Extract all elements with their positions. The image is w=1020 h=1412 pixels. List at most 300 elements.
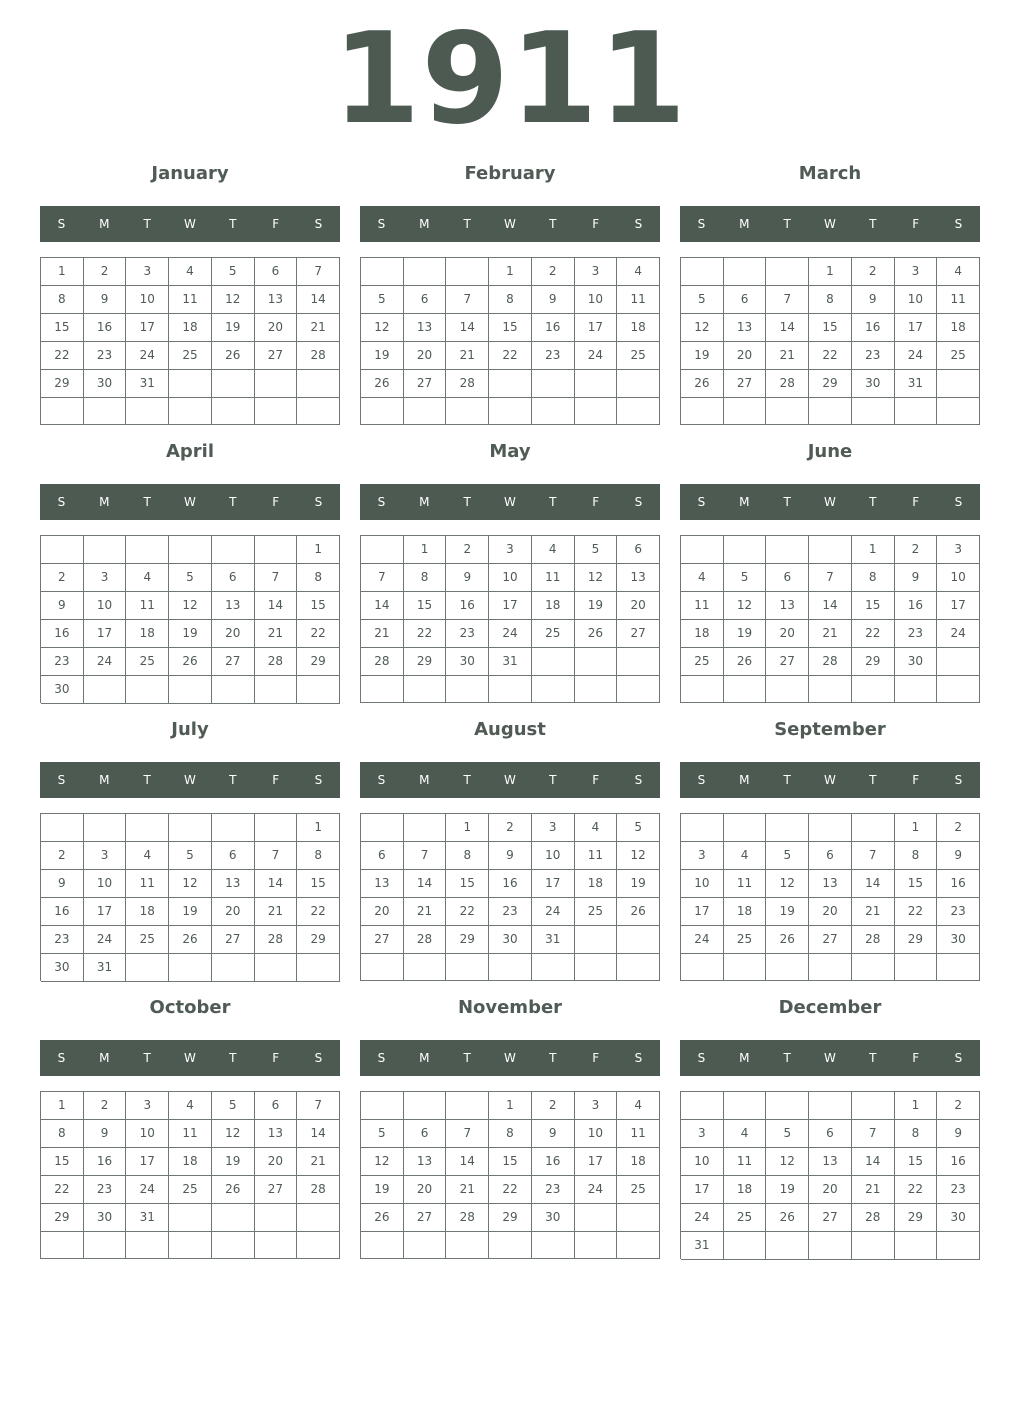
day-cell: 9 (84, 286, 127, 314)
empty-day-cell (575, 370, 618, 398)
weekday-label: T (229, 217, 237, 231)
day-cell: 26 (361, 1204, 404, 1232)
day-cell: 24 (575, 1176, 618, 1204)
day-cell: 22 (489, 1176, 532, 1204)
day-cell: 5 (169, 564, 212, 592)
weekday-label: F (592, 773, 600, 787)
day-cell: 23 (489, 898, 532, 926)
day-cell: 24 (895, 342, 938, 370)
day-cell: 27 (724, 370, 767, 398)
empty-day-cell (169, 398, 212, 425)
day-cell: 2 (489, 814, 532, 842)
day-grid (360, 257, 660, 425)
day-cell: 10 (575, 286, 618, 314)
weekday-label: S (954, 217, 963, 231)
day-cell: 20 (766, 620, 809, 648)
empty-day-cell (766, 1092, 809, 1120)
day-cell: 15 (852, 592, 895, 620)
day-cell: 6 (404, 286, 447, 314)
day-cell: 21 (852, 898, 895, 926)
weekday-label: F (592, 1051, 600, 1065)
weekday-label: S (57, 495, 66, 509)
day-cell: 5 (361, 1120, 404, 1148)
weekday-label: M (419, 773, 430, 787)
day-cell: 17 (681, 898, 724, 926)
day-cell: 21 (255, 898, 298, 926)
weekday-label: T (549, 773, 557, 787)
day-cell: 12 (766, 870, 809, 898)
weekday-label: T (549, 1051, 557, 1065)
day-cell: 28 (852, 926, 895, 954)
weekday-label: W (824, 1051, 836, 1065)
empty-day-cell (126, 814, 169, 842)
day-cell: 20 (255, 314, 298, 342)
empty-day-cell (255, 1232, 298, 1259)
day-cell: 21 (255, 620, 298, 648)
day-cell: 18 (724, 1176, 767, 1204)
day-cell: 8 (446, 842, 489, 870)
empty-day-cell (681, 814, 724, 842)
day-cell: 28 (446, 370, 489, 398)
day-cell: 12 (766, 1148, 809, 1176)
weekday-label: M (419, 217, 430, 231)
day-cell: 2 (41, 564, 84, 592)
empty-day-cell (255, 676, 298, 704)
day-cell: 28 (852, 1204, 895, 1232)
day-cell: 11 (575, 842, 618, 870)
day-cell: 21 (297, 314, 340, 342)
day-cell: 16 (532, 314, 575, 342)
day-cell: 26 (212, 1176, 255, 1204)
empty-day-cell (852, 954, 895, 981)
day-cell: 29 (809, 370, 852, 398)
weekday-label: T (143, 495, 151, 509)
weekday-label: W (184, 773, 196, 787)
day-cell: 30 (84, 370, 127, 398)
day-cell: 20 (404, 342, 447, 370)
day-cell: 7 (852, 1120, 895, 1148)
day-cell: 8 (895, 842, 938, 870)
month-name: October (149, 997, 231, 1018)
day-cell: 29 (41, 370, 84, 398)
weekday-label: S (377, 1051, 386, 1065)
year-title: 1911 (332, 5, 688, 152)
day-cell: 24 (681, 926, 724, 954)
day-cell: 18 (617, 1148, 660, 1176)
empty-day-cell (84, 536, 127, 564)
day-cell: 11 (724, 1148, 767, 1176)
day-cell: 29 (895, 1204, 938, 1232)
empty-day-cell (809, 1092, 852, 1120)
day-cell: 28 (446, 1204, 489, 1232)
empty-day-cell (852, 1232, 895, 1260)
day-cell: 20 (617, 592, 660, 620)
weekday-label: S (954, 1051, 963, 1065)
empty-day-cell (297, 370, 340, 398)
day-cell: 10 (126, 286, 169, 314)
day-cell: 14 (297, 1120, 340, 1148)
day-cell: 12 (212, 286, 255, 314)
day-cell: 11 (126, 592, 169, 620)
day-grid (360, 1091, 660, 1259)
day-cell: 10 (532, 842, 575, 870)
day-cell: 7 (297, 1092, 340, 1120)
weekday-label: S (377, 495, 386, 509)
day-cell: 10 (937, 564, 980, 592)
empty-day-cell (766, 814, 809, 842)
day-cell: 28 (361, 648, 404, 676)
empty-day-cell (937, 648, 980, 676)
weekday-label: T (549, 495, 557, 509)
day-cell: 7 (446, 286, 489, 314)
day-cell: 31 (895, 370, 938, 398)
empty-day-cell (446, 1092, 489, 1120)
weekday-label: M (739, 217, 750, 231)
weekday-label: F (272, 495, 280, 509)
day-cell: 27 (809, 926, 852, 954)
weekday-label: T (463, 217, 471, 231)
month-name: November (457, 997, 563, 1018)
day-cell: 22 (404, 620, 447, 648)
empty-day-cell (126, 398, 169, 425)
day-cell: 13 (361, 870, 404, 898)
day-cell: 25 (937, 342, 980, 370)
weekday-label: T (463, 773, 471, 787)
empty-day-cell (766, 258, 809, 286)
weekday-header (680, 206, 980, 242)
day-cell: 5 (575, 536, 618, 564)
month-name: February (464, 163, 556, 184)
weekday-label: T (143, 1051, 151, 1065)
day-cell: 8 (852, 564, 895, 592)
day-cell: 18 (575, 870, 618, 898)
day-cell: 18 (937, 314, 980, 342)
empty-day-cell (937, 1232, 980, 1260)
empty-day-cell (724, 814, 767, 842)
day-cell: 23 (446, 620, 489, 648)
weekday-label: W (184, 217, 196, 231)
day-cell: 14 (446, 1148, 489, 1176)
empty-day-cell (126, 954, 169, 982)
empty-day-cell (532, 676, 575, 703)
day-cell: 12 (212, 1120, 255, 1148)
empty-day-cell (937, 954, 980, 981)
day-cell: 28 (766, 370, 809, 398)
weekday-label: S (697, 495, 706, 509)
empty-day-cell (532, 370, 575, 398)
day-cell: 18 (169, 314, 212, 342)
day-cell: 5 (169, 842, 212, 870)
day-cell: 5 (361, 286, 404, 314)
empty-day-cell (84, 676, 127, 704)
day-cell: 25 (126, 926, 169, 954)
day-cell: 6 (255, 1092, 298, 1120)
day-cell: 23 (41, 926, 84, 954)
day-cell: 5 (212, 258, 255, 286)
day-cell: 21 (446, 342, 489, 370)
day-cell: 20 (255, 1148, 298, 1176)
empty-day-cell (809, 676, 852, 703)
day-cell: 31 (681, 1232, 724, 1260)
day-grid (40, 1091, 340, 1259)
day-cell: 29 (41, 1204, 84, 1232)
empty-day-cell (446, 398, 489, 425)
day-cell: 6 (809, 1120, 852, 1148)
weekday-label: T (143, 773, 151, 787)
day-cell: 6 (255, 258, 298, 286)
day-cell: 15 (895, 870, 938, 898)
month-name: September (774, 719, 886, 740)
day-cell: 23 (532, 1176, 575, 1204)
day-cell: 16 (895, 592, 938, 620)
day-cell: 17 (84, 620, 127, 648)
day-grid (680, 1091, 980, 1259)
day-cell: 20 (809, 898, 852, 926)
day-cell: 3 (681, 1120, 724, 1148)
empty-day-cell (297, 676, 340, 704)
day-cell: 9 (532, 1120, 575, 1148)
day-cell: 24 (575, 342, 618, 370)
day-cell: 4 (617, 258, 660, 286)
day-cell: 9 (895, 564, 938, 592)
day-cell: 15 (41, 314, 84, 342)
day-cell: 21 (297, 1148, 340, 1176)
empty-day-cell (361, 814, 404, 842)
day-cell: 13 (255, 286, 298, 314)
day-cell: 17 (84, 898, 127, 926)
empty-day-cell (766, 954, 809, 981)
day-cell: 22 (489, 342, 532, 370)
day-cell: 13 (404, 1148, 447, 1176)
day-cell: 16 (937, 1148, 980, 1176)
day-cell: 24 (126, 342, 169, 370)
day-cell: 24 (84, 926, 127, 954)
day-cell: 16 (852, 314, 895, 342)
day-cell: 25 (126, 648, 169, 676)
weekday-label: S (634, 495, 643, 509)
weekday-label: F (592, 217, 600, 231)
empty-day-cell (297, 398, 340, 425)
empty-day-cell (895, 676, 938, 703)
day-cell: 22 (446, 898, 489, 926)
day-cell: 10 (84, 592, 127, 620)
empty-day-cell (809, 814, 852, 842)
day-grid (680, 535, 980, 703)
day-cell: 10 (681, 1148, 724, 1176)
empty-day-cell (852, 676, 895, 703)
empty-day-cell (404, 1232, 447, 1259)
empty-day-cell (212, 370, 255, 398)
day-cell: 4 (169, 1092, 212, 1120)
empty-day-cell (809, 398, 852, 425)
day-cell: 21 (404, 898, 447, 926)
day-cell: 25 (724, 1204, 767, 1232)
day-cell: 6 (724, 286, 767, 314)
empty-day-cell (255, 814, 298, 842)
empty-day-cell (724, 1092, 767, 1120)
weekday-label: T (783, 217, 791, 231)
day-cell: 20 (724, 342, 767, 370)
empty-day-cell (404, 258, 447, 286)
day-cell: 29 (446, 926, 489, 954)
empty-day-cell (724, 954, 767, 981)
day-cell: 4 (532, 536, 575, 564)
day-cell: 1 (41, 1092, 84, 1120)
day-cell: 11 (126, 870, 169, 898)
day-cell: 17 (489, 592, 532, 620)
day-cell: 23 (937, 1176, 980, 1204)
day-cell: 11 (724, 870, 767, 898)
empty-day-cell (169, 1204, 212, 1232)
day-cell: 3 (126, 1092, 169, 1120)
empty-day-cell (724, 398, 767, 425)
day-cell: 14 (361, 592, 404, 620)
weekday-label: S (697, 773, 706, 787)
day-cell: 2 (937, 1092, 980, 1120)
day-cell: 7 (809, 564, 852, 592)
empty-day-cell (212, 1232, 255, 1259)
day-cell: 4 (126, 564, 169, 592)
day-cell: 4 (681, 564, 724, 592)
weekday-label: S (57, 217, 66, 231)
weekday-label: S (57, 773, 66, 787)
day-cell: 12 (361, 314, 404, 342)
day-cell: 19 (681, 342, 724, 370)
day-cell: 14 (809, 592, 852, 620)
day-cell: 27 (212, 648, 255, 676)
day-cell: 18 (617, 314, 660, 342)
day-cell: 19 (361, 342, 404, 370)
day-cell: 19 (724, 620, 767, 648)
day-cell: 3 (532, 814, 575, 842)
day-cell: 5 (766, 1120, 809, 1148)
day-cell: 4 (617, 1092, 660, 1120)
day-cell: 31 (126, 370, 169, 398)
day-cell: 31 (489, 648, 532, 676)
empty-day-cell (852, 398, 895, 425)
day-cell: 16 (937, 870, 980, 898)
empty-day-cell (361, 258, 404, 286)
day-cell: 11 (617, 1120, 660, 1148)
month-name: April (165, 441, 215, 462)
weekday-label: W (824, 773, 836, 787)
day-cell: 25 (724, 926, 767, 954)
empty-day-cell (937, 370, 980, 398)
weekday-label: T (783, 773, 791, 787)
day-cell: 26 (617, 898, 660, 926)
month-name: May (489, 441, 531, 462)
day-cell: 26 (361, 370, 404, 398)
day-cell: 15 (489, 1148, 532, 1176)
day-cell: 11 (617, 286, 660, 314)
day-cell: 17 (937, 592, 980, 620)
day-cell: 30 (852, 370, 895, 398)
day-cell: 14 (446, 314, 489, 342)
empty-day-cell (489, 954, 532, 981)
day-cell: 6 (361, 842, 404, 870)
day-cell: 27 (361, 926, 404, 954)
day-cell: 2 (41, 842, 84, 870)
day-cell: 26 (766, 926, 809, 954)
day-cell: 26 (724, 648, 767, 676)
day-cell: 7 (255, 842, 298, 870)
empty-day-cell (617, 1204, 660, 1232)
day-cell: 7 (446, 1120, 489, 1148)
day-cell: 5 (212, 1092, 255, 1120)
weekday-label: F (912, 217, 920, 231)
day-cell: 12 (575, 564, 618, 592)
day-grid (360, 813, 660, 981)
empty-day-cell (126, 536, 169, 564)
empty-day-cell (404, 1092, 447, 1120)
day-cell: 14 (297, 286, 340, 314)
day-cell: 14 (766, 314, 809, 342)
weekday-label: M (739, 1051, 750, 1065)
day-cell: 29 (404, 648, 447, 676)
day-cell: 22 (41, 1176, 84, 1204)
day-cell: 26 (169, 926, 212, 954)
day-cell: 1 (852, 536, 895, 564)
day-cell: 22 (297, 898, 340, 926)
day-cell: 28 (297, 1176, 340, 1204)
empty-day-cell (212, 536, 255, 564)
weekday-label: W (184, 1051, 196, 1065)
day-grid (40, 257, 340, 425)
empty-day-cell (766, 536, 809, 564)
empty-day-cell (212, 398, 255, 425)
day-cell: 26 (766, 1204, 809, 1232)
day-cell: 22 (809, 342, 852, 370)
day-cell: 7 (852, 842, 895, 870)
day-cell: 25 (169, 1176, 212, 1204)
day-cell: 17 (575, 1148, 618, 1176)
day-cell: 19 (212, 314, 255, 342)
day-cell: 4 (169, 258, 212, 286)
weekday-header (40, 762, 340, 798)
day-cell: 5 (617, 814, 660, 842)
month-name: August (474, 719, 546, 740)
day-cell: 3 (126, 258, 169, 286)
day-cell: 13 (766, 592, 809, 620)
empty-day-cell (724, 1232, 767, 1260)
day-cell: 13 (255, 1120, 298, 1148)
day-cell: 28 (255, 926, 298, 954)
day-cell: 6 (809, 842, 852, 870)
empty-day-cell (532, 954, 575, 981)
empty-day-cell (446, 676, 489, 703)
day-cell: 26 (169, 648, 212, 676)
empty-day-cell (169, 954, 212, 982)
day-cell: 7 (361, 564, 404, 592)
day-cell: 13 (212, 592, 255, 620)
empty-day-cell (297, 1232, 340, 1259)
weekday-label: S (697, 1051, 706, 1065)
day-cell: 19 (212, 1148, 255, 1176)
day-cell: 29 (895, 926, 938, 954)
day-cell: 15 (809, 314, 852, 342)
day-cell: 8 (297, 842, 340, 870)
weekday-label: M (419, 495, 430, 509)
day-cell: 2 (446, 536, 489, 564)
weekday-label: S (634, 773, 643, 787)
empty-day-cell (937, 676, 980, 703)
empty-day-cell (361, 1232, 404, 1259)
day-cell: 8 (489, 1120, 532, 1148)
day-cell: 21 (852, 1176, 895, 1204)
empty-day-cell (617, 676, 660, 703)
empty-day-cell (41, 1232, 84, 1259)
weekday-header (680, 484, 980, 520)
